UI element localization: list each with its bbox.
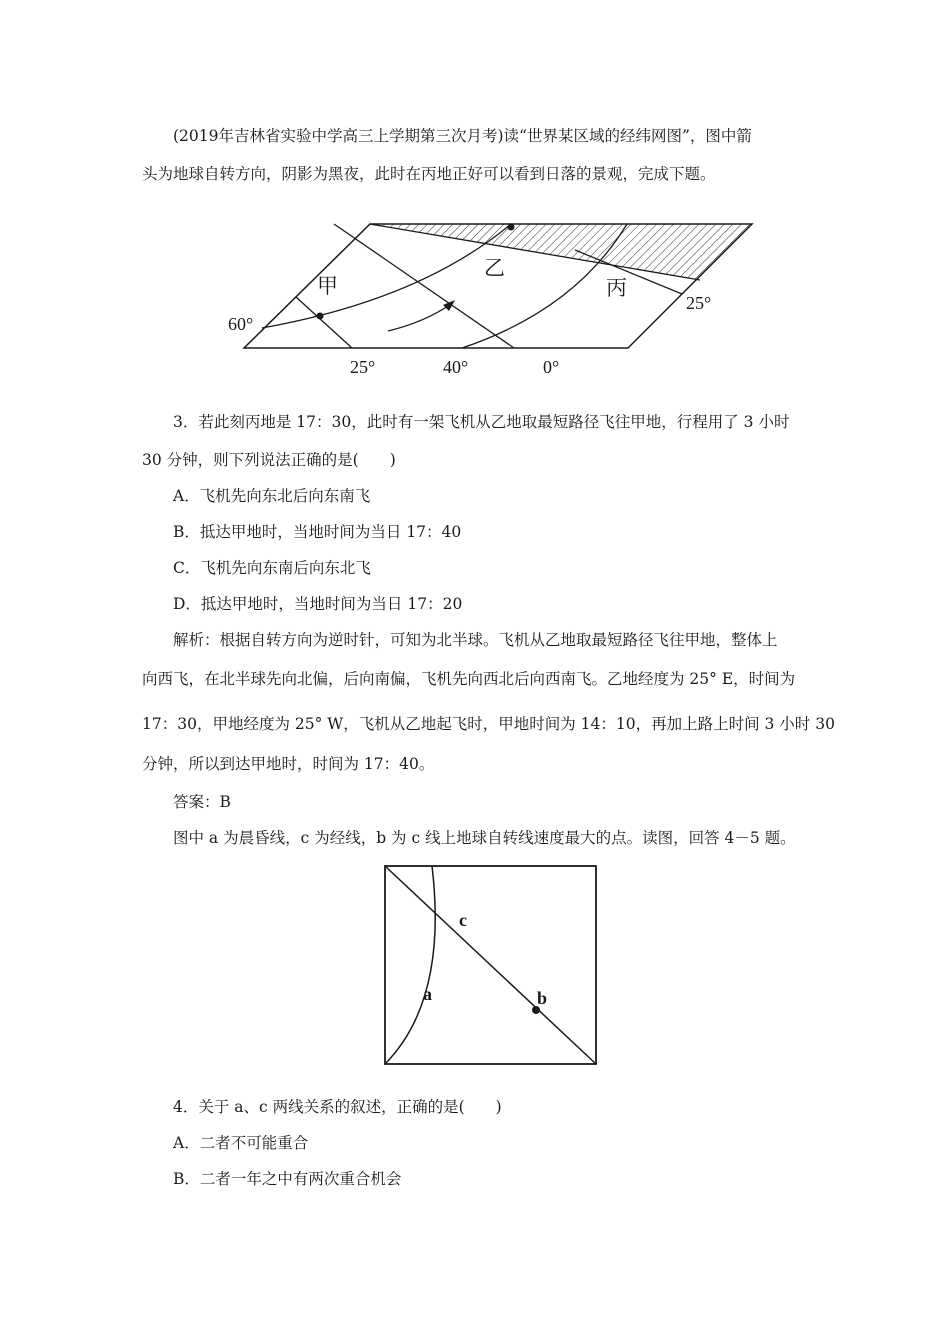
- q4-option-b: B．二者一年之中有两次重合机会: [173, 1170, 402, 1188]
- graticule-figure: [0, 210, 950, 390]
- q3-option-b: B．抵达甲地时，当地时间为当日 17：40: [173, 523, 462, 541]
- point-jia: [317, 313, 324, 320]
- label-c: c: [459, 910, 467, 930]
- label-b: b: [537, 988, 548, 1008]
- label-lon-40: 40°: [443, 357, 469, 377]
- label-jia: 甲: [317, 274, 338, 298]
- q4-option-a: A．二者不可能重合: [173, 1134, 309, 1152]
- label-lat-60: 60°: [228, 314, 254, 334]
- meridian-25w: [296, 297, 352, 348]
- label-bing: 丙: [606, 276, 627, 300]
- q3-option-d: D．抵达甲地时，当地时间为当日 17：20: [173, 595, 463, 613]
- meridian-c: [385, 866, 596, 1064]
- q3-option-a: A．飞机先向东北后向东南飞: [173, 487, 371, 505]
- q3-answer: 答案：B: [173, 793, 231, 811]
- q3-analysis-2: 向西飞，在北半球先向北偏，后向南偏，飞机先向西北后向西南飞。乙地经度为 25° E，时间为: [142, 670, 796, 688]
- q3-analysis-4: 分钟，所以到达甲地时，时间为 17：40。: [142, 755, 435, 773]
- label-lon-0: 0°: [543, 357, 560, 377]
- label-lon-25: 25°: [350, 357, 376, 377]
- intro-line-2: 头为地球自转方向，阴影为黑夜，此时在丙地正好可以看到日落的景观，完成下题。: [142, 165, 716, 183]
- q4-stem: 4．关于 a、c 两线关系的叙述，正确的是( ): [173, 1098, 502, 1116]
- intro-line-1: (2019年吉林省实验中学高三上学期第三次月考)读“世界某区域的经纬网图”，图中箭: [173, 127, 752, 145]
- q3-stem-1: 3．若此刻丙地是 17：30，此时有一架飞机从乙地取最短路径飞往甲地，行程用了 3 小时: [173, 413, 790, 431]
- label-a: a: [423, 984, 432, 1004]
- terminator-a: [385, 866, 435, 1064]
- terminator-figure: [0, 860, 950, 1070]
- rotation-arrow: [388, 304, 451, 331]
- label-yi: 乙: [484, 256, 505, 280]
- q3-option-c: C．飞机先向东南后向东北飞: [173, 559, 371, 577]
- point-yi: [508, 224, 515, 231]
- q3-stem-2: 30 分钟，则下列说法正确的是( ): [142, 451, 396, 469]
- night-shading: [370, 224, 752, 280]
- q3-analysis-1: 解析：根据自转方向为逆时针，可知为北半球。飞机从乙地取最短路径飞往甲地，整体上: [173, 631, 778, 649]
- label-lat-25: 25°: [686, 293, 712, 313]
- intro2-line: 图中 a 为晨昏线，c 为经线，b 为 c 线上地球自转线速度最大的点。读图，回答 4－5 题。: [173, 829, 796, 847]
- q3-analysis-3: 17：30，甲地经度为 25° W，飞机从乙地起飞时，甲地时间为 14：10，再加上路上时间 3 小时 30: [142, 715, 835, 733]
